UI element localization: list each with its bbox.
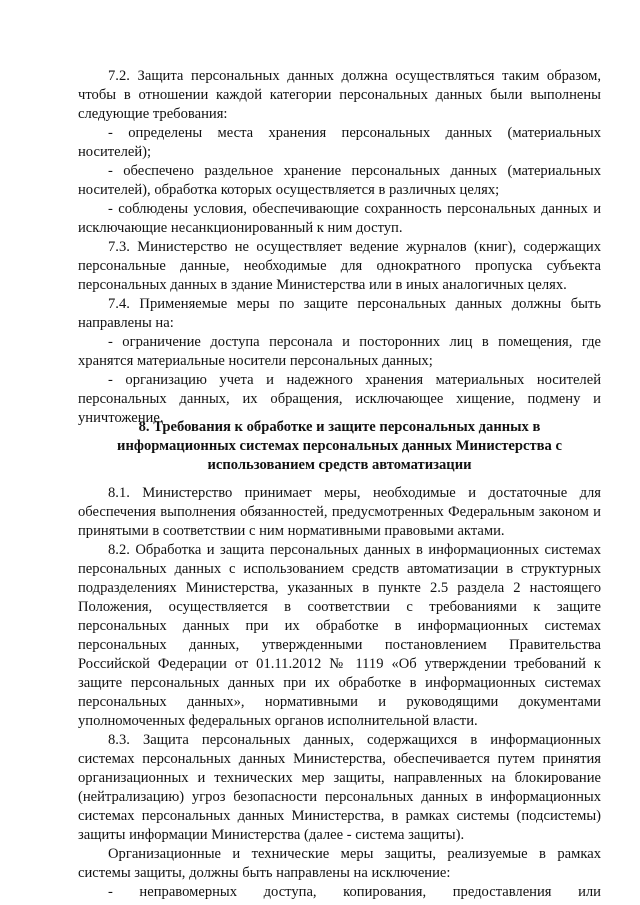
paragraph-8-3: 8.3. Защита персональных данных, содержащихся в информационных системах персональных данных Министерства, обеспечивается путем принятия организационных и технических мер защиты, направленных на блокирование (нейтрализацию) угроз безопасности персональных данных в информационных системах персональных данных Министерства, в рамках системы (подсистемы) защиты информации Министерства (далее - система защиты). (78, 732, 601, 843)
section-8-heading: 8. Требования к обработке и защите персональных данных в информационных системах персональных данных Министерства с использованием средств автоматизации (117, 419, 562, 473)
paragraph-7-2: 7.2. Защита персональных данных должна осуществляться таким образом, чтобы в отношении каждой категории персональных данных были выполнены следующие требования: (78, 68, 601, 122)
list-item-safety-conditions: - соблюдены условия, обеспечивающие сохранность персональных данных и исключающие несанкционированный к ним доступ. (78, 201, 601, 236)
paragraph-7-4: 7.4. Применяемые меры по защите персональных данных должны быть направлены на: (78, 296, 601, 331)
paragraph-8-1: 8.1. Министерство принимает меры, необходимые и достаточные для обеспечения выполнения обязанностей, предусмотренных Федеральным законом и принятыми в соответствии с ним нормативными правовыми актами. (78, 485, 601, 539)
paragraph-8-2: 8.2. Обработка и защита персональных данных в информационных системах персональных данных с использованием средств автоматизации в структурных подразделениях Министерства, указанных в пункте 2.5 раздела 2 настоящего Положения, осуществляется в соответствии с требованиями к защите персональных данных при их обработке в информационных системах персональных данных, утвержденными постановлением Правительства Российской Федерации от 01.11.2012 № 1119 «Об утверждении требований к защите персональных данных при их обработке в информационных системах персональных данных», нормативными и руководящими документами уполномоченных федеральных органов исполнительной власти. (78, 542, 601, 729)
section-8-body (78, 484, 601, 902)
paragraph-measures: Организационные и технические меры защиты, реализуемые в рамках системы защиты, должны быть направлены на исключение: (78, 846, 601, 881)
list-item-separate-storage: - обеспечено раздельное хранение персональных данных (материальных носителей), обработка которых осуществляется в различных целях; (78, 163, 601, 198)
list-item-unlawful-access: - неправомерных доступа, копирования, предоставления или (108, 884, 601, 900)
section-7-body (78, 67, 601, 428)
list-item-access-restriction: - ограничение доступа персонала и посторонних лиц в помещения, где хранятся материальные носители персональных данных; (78, 334, 601, 369)
paragraph-7-3: 7.3. Министерство не осуществляет ведение журналов (книг), содержащих персональные данные, необходимые для однократного пропуска субъекта персональных данных в здание Министерства или в иных аналогичных целях. (78, 239, 601, 293)
list-item-media-accounting: - организацию учета и надежного хранения материальных носителей персональных данных, их обращения, исключающее хищение, подмену и уничтожение. (78, 372, 601, 426)
list-item-storage-places: - определены места хранения персональных данных (материальных носителей); (78, 125, 601, 160)
